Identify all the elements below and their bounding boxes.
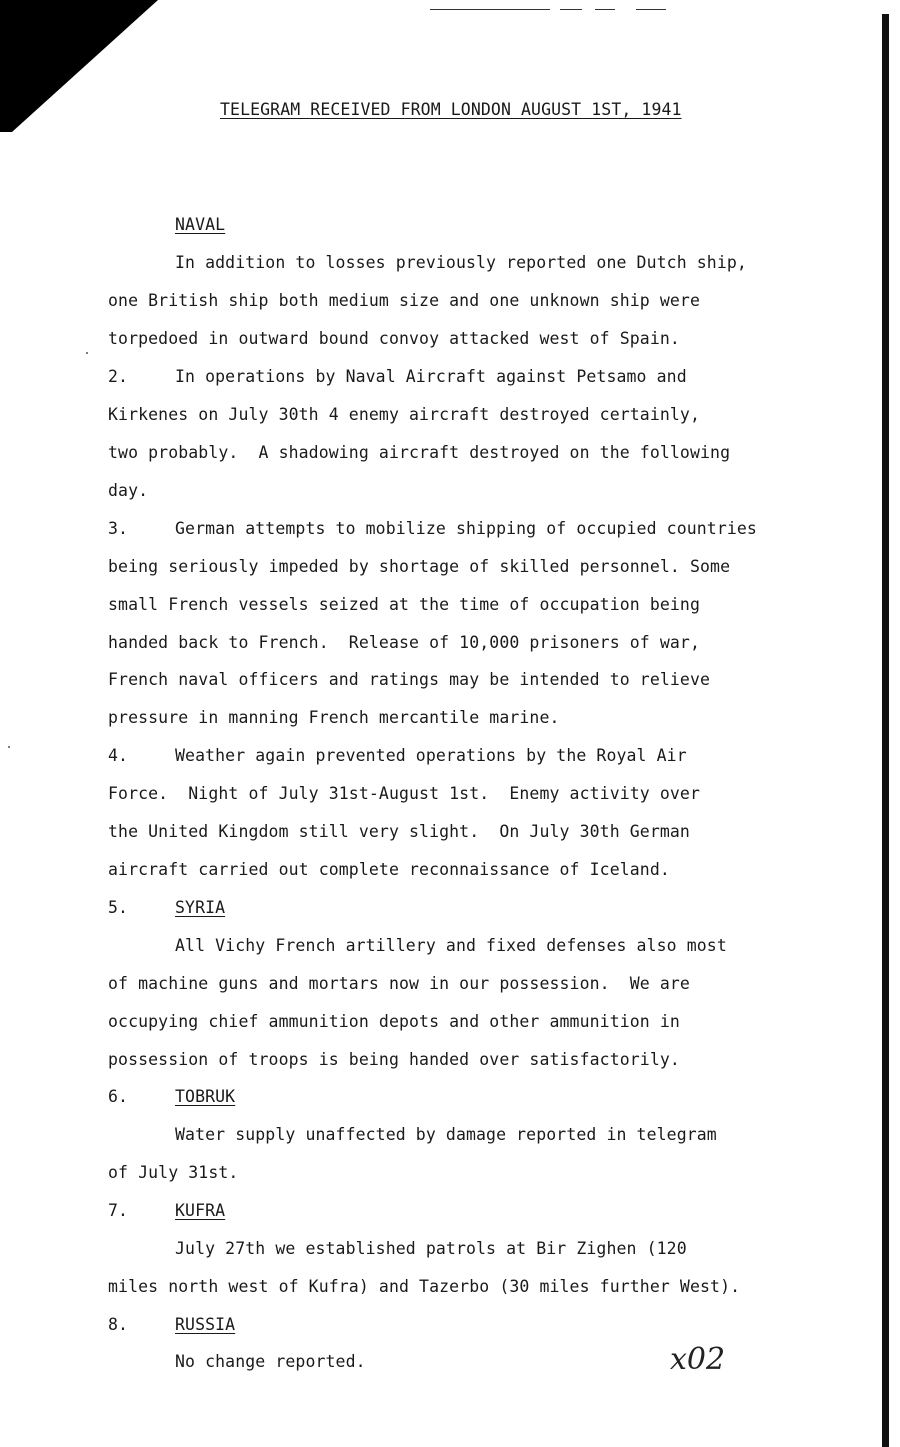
text-line: No change reported. [175, 1352, 366, 1371]
scan-corner-shadow [0, 0, 160, 135]
text-line: All Vichy French artillery and fixed defenses also most [175, 936, 727, 955]
text-line: small French vessels seized at the time of occupation being [108, 595, 700, 614]
text-line: German attempts to mobilize shipping of occupied countries [175, 519, 757, 538]
text-line: Kirkenes on July 30th 4 enemy aircraft destroyed certainly, [108, 405, 700, 424]
text-line: aircraft carried out complete reconnaissance of Iceland. [108, 860, 670, 879]
text-line: of July 31st. [108, 1163, 239, 1182]
section-heading-syria: SYRIA [175, 898, 226, 917]
paragraph-number: 3. [108, 519, 129, 538]
scan-mark [430, 9, 550, 10]
scan-speck [8, 746, 10, 748]
paragraph-number: 7. [108, 1201, 129, 1220]
text-line: the United Kingdom still very slight. On July 30th German [108, 822, 690, 841]
text-line: day. [108, 481, 149, 500]
scan-mark [636, 9, 666, 10]
text-line: Force. Night of July 31st-August 1st. Enemy activity over [108, 784, 700, 803]
text-line: two probably. A shadowing aircraft destroyed on the following [108, 443, 731, 462]
text-line: July 27th we established patrols at Bir Zighen (120 [175, 1239, 687, 1258]
text-line: being seriously impeded by shortage of skilled personnel. Some [108, 557, 731, 576]
scan-speck [86, 352, 88, 354]
text-line: possession of troops is being handed over satisfactorily. [108, 1050, 680, 1069]
section-heading-naval: NAVAL [175, 215, 226, 234]
text-line: In addition to losses previously reported one Dutch ship, [175, 253, 747, 272]
text-line: one British ship both medium size and one unknown ship were [108, 291, 700, 310]
section-heading-tobruk: TOBRUK [175, 1087, 236, 1106]
text-line: miles north west of Kufra) and Tazerbo (30 miles further West). [108, 1277, 741, 1296]
text-line: handed back to French. Release of 10,000 prisoners of war, [108, 633, 700, 652]
handwritten-note: x02 [670, 1342, 726, 1377]
scan-mark [595, 9, 615, 10]
paragraph-number: 8. [108, 1315, 129, 1334]
text-line: Weather again prevented operations by the Royal Air [175, 746, 687, 765]
text-line: In operations by Naval Aircraft against Petsamo and [175, 367, 687, 386]
text-line: pressure in manning French mercantile marine. [108, 708, 560, 727]
section-heading-kufra: KUFRA [175, 1201, 226, 1220]
scan-edge-bar [882, 14, 889, 1447]
scan-mark [560, 9, 582, 10]
paragraph-number: 5. [108, 898, 129, 917]
text-line: Water supply unaffected by damage reported in telegram [175, 1125, 717, 1144]
paragraph-number: 4. [108, 746, 129, 765]
text-line: torpedoed in outward bound convoy attacked west of Spain. [108, 329, 680, 348]
text-line: of machine guns and mortars now in our possession. We are [108, 974, 690, 993]
document-title: TELEGRAM RECEIVED FROM LONDON AUGUST 1ST, 1941 [220, 100, 682, 119]
section-heading-russia: RUSSIA [175, 1315, 236, 1334]
text-line: French naval officers and ratings may be intended to relieve [108, 670, 711, 689]
paragraph-number: 2. [108, 367, 129, 386]
text-line: occupying chief ammunition depots and other ammunition in [108, 1012, 680, 1031]
paragraph-number: 6. [108, 1087, 129, 1106]
